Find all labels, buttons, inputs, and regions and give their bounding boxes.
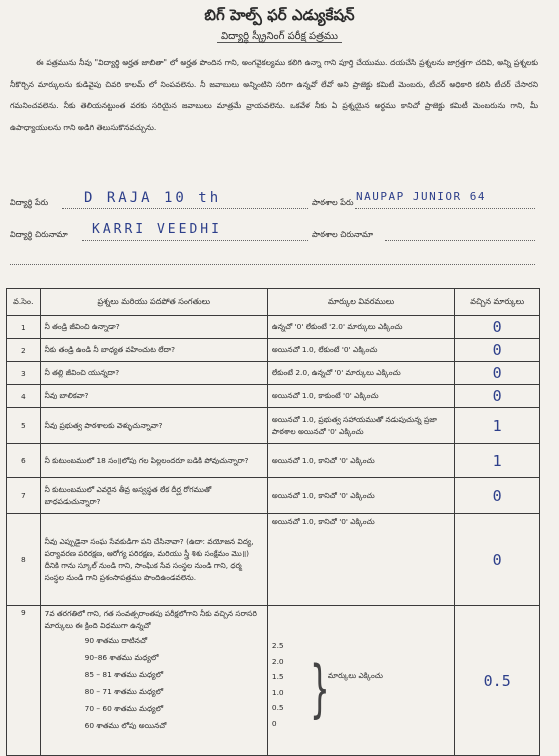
row-obtained-mark[interactable] (455, 385, 540, 408)
table-row (7, 385, 540, 408)
row-number: 5 (7, 408, 41, 444)
school-name-line (355, 208, 535, 209)
table-row (7, 362, 540, 385)
row-mark-detail: మార్కులు ఎక్కించు (327, 671, 383, 680)
row-question: నీ తల్లి జీవించి యున్నదా? (40, 362, 267, 385)
row-obtained-mark[interactable] (455, 362, 540, 385)
header-serial: వ.సెం. (7, 289, 41, 316)
student-name-label: విద్యార్థి పేరు (10, 198, 49, 207)
row-obtained-mark[interactable] (455, 478, 540, 514)
obtained-mark-value: 1 (492, 416, 502, 435)
table-row (7, 316, 540, 339)
obtained-mark-value: 0.5 (483, 671, 511, 690)
row-question: 7వ తరగతిలో గాని, గత సంవత్సరాంతపు పరీక్షలోగాని నీకు వచ్చిన సరాసరి మార్కులు ఈ క్రింది విధముగా ఉన్నచో (44, 609, 257, 630)
row-number: 1 (7, 316, 41, 339)
points-value: 1.0 (271, 687, 284, 697)
row-number: 9 (7, 606, 41, 756)
percentage-band: 90 శాతము దాటినచో (84, 636, 148, 645)
obtained-mark-value: 0 (492, 387, 502, 405)
row-mark-detail: అయినచో 1.0, కానిచో '0' ఎక్కించు (267, 478, 455, 514)
obtained-mark-value: 0 (492, 364, 502, 382)
school-address-label: పాఠశాల చిరునామా (312, 230, 373, 239)
row-mark-detail: అయినచో 1.0, కాకుంటే '0' ఎక్కించు (267, 385, 455, 408)
row-obtained-mark[interactable] (455, 514, 540, 606)
obtained-mark-value: 0 (492, 486, 502, 505)
points-value: 1.5 (271, 672, 284, 681)
row-mark-detail: అయినచో 1.0, లేకుంటే '0' ఎక్కించు (267, 339, 455, 362)
table-row (7, 444, 540, 478)
row-number: 7 (7, 478, 41, 514)
school-name-label: పాఠశాల పేరు (312, 198, 354, 207)
header-obtained-marks: వచ్చిన మార్కులు (455, 289, 540, 316)
points-value: 0.5 (271, 703, 284, 712)
instructions-paragraph (10, 52, 538, 138)
student-address-value[interactable]: KARRI VEEDHI (92, 222, 222, 237)
obtained-mark-value: 1 (492, 451, 502, 470)
school-address-line (385, 240, 535, 241)
points-value: 2.5 (271, 641, 284, 650)
row-question: నీవు ప్రభుత్వ పాఠశాలకు వెళ్ళుచున్నావా? (40, 408, 267, 444)
row-number: 3 (7, 362, 41, 385)
percentage-band: 70 – 60 శాతము మధ్యలో (84, 704, 164, 713)
table-row (7, 514, 540, 606)
row-obtained-mark[interactable] (455, 339, 540, 362)
row-mark-detail: అయినచో 1.0, కానిచో '0' ఎక్కించు (267, 514, 455, 606)
row-mark-detail: ఉన్నచో '0' లేకుంటే '2.0' మార్కులు ఎక్కించు (267, 316, 455, 339)
row-number: 2 (7, 339, 41, 362)
row-question: నీవు బాలికవా? (40, 385, 267, 408)
form-title: బిగ్ హెల్ప్ ఫర్ ఎడ్యుకేషన్ (204, 6, 355, 24)
points-value: 0 (271, 718, 277, 728)
row-mark-detail: లేకుంటే 2.0, ఉన్నచో '0' మార్కులు ఎక్కించు (267, 362, 455, 385)
row-obtained-mark[interactable] (455, 408, 540, 444)
screening-questions-table (6, 288, 540, 756)
extra-address-line (10, 264, 535, 265)
row-mark-detail: అయినచో 1.0, ప్రభుత్వ సహాయముతో నడుపుచున్న ప్రజా పాఠశాల అయినచో '0' ఎక్కించు (267, 408, 455, 444)
points-list (272, 608, 310, 731)
form-subtitle-text: విద్యార్థి స్క్రీనింగ్ పరీక్ష పత్రము (217, 31, 342, 43)
row-number: 8 (7, 514, 41, 606)
points-scale (272, 608, 451, 731)
percentage-band: 60 శాతము లోపు అయినచో (84, 721, 167, 730)
brace-icon: } (309, 652, 330, 725)
row-question: నీవు ఎప్పుడైనా సంఘ సేవకుడిగా పని చేసినావా? (ఉదా: వయోజన విద్య, పర్యావరణ పరిరక్షణ, ఆరోగ్య పరిరక్షణ, మరియు స్త్రీ శిశు సంక్షేమం మొ॥) దీనికి గాను స్కూల్ నుండి గాని, సాంఘిక సేవ సంస్థల నుండి గాని, ధర్మ సంస్థల నుండి గాని ప్రశంసాపత్రము పొందిఉండవలెను. (40, 514, 267, 606)
row-number: 4 (7, 385, 41, 408)
row-mark-detail: అయినచో 1.0, కానిచో '0' ఎక్కించు (267, 444, 455, 478)
row-question: నీ కుటుంబములో ఎవరైన తీవ్ర అస్వస్థత లేక దీర్ఘ రోగముతో బాధపడుచున్నారా? (40, 478, 267, 514)
student-address-label: విద్యార్థి చిరునామా (10, 230, 68, 239)
row-question: నీ తండ్రి జీవించి ఉన్నాడా? (40, 316, 267, 339)
row-question: నీకు తండ్రి ఉండి నీ బాధ్యత వహించుట లేదా? (40, 339, 267, 362)
instructions-text: ఈ పత్రమును నీవు "విద్యార్థి అర్హత జాబితా" లో అర్హత పొందిన గాని, అంగవైకల్యము కలిగి ఉన్నా గాని పూర్తి చేయుము. దయచేసి ప్రశ్నలను జాగ్రత్తగా చదివి, అన్ని ప్రశ్నలకు నీకొర్చిన మార్కులను కుడివైపు చివరి కాలమ్ లో నింపవలెను. నీ జవాబులు అన్నింటిని సరిగా ఉన్నవో లేవో అని ప్రాజెక్టు కమిటీ మెంబరు, టీచర్ అధికారి కలిసి టీచర్ చేసారని గమనించవలెను. నీకు తెలియనట్టుంత వరకు సరియైన జవాబులు మాత్రమే వ్రాయవలెను. ఒకవేళ నీకు ఏ ప్రశ్నయైన అర్థము కానిచో ప్రాజెక్టు కమిటీ మెంబరును గాని, మీ ఉపాధ్యాయులను గాని అడిగి తెలుసుకొనవచ్చును. (10, 58, 538, 132)
header-questions: ప్రశ్నలు మరియు పదపోత సంగతులు (40, 289, 267, 316)
points-value: 2.0 (271, 656, 284, 666)
row-mark-detail-cell (267, 606, 455, 756)
row-number: 6 (7, 444, 41, 478)
percentage-band: 85 – 81 శాతము మధ్యలో (84, 670, 164, 679)
table-row (7, 339, 540, 362)
school-name-value[interactable]: NAUPAP JUNIOR 64 (356, 190, 486, 203)
obtained-mark-value: 0 (492, 318, 502, 336)
percentage-band: 80 – 71 శాతము మధ్యలో (84, 687, 164, 696)
student-address-line (82, 240, 308, 241)
table-row (7, 606, 540, 756)
obtained-mark-value: 0 (492, 550, 502, 569)
form-subtitle (0, 30, 559, 44)
table-row (7, 408, 540, 444)
table-header-row (7, 289, 540, 316)
percentage-bands (45, 632, 263, 734)
student-name-line (62, 208, 308, 209)
header-mark-details: మార్కుల వివరములు (267, 289, 455, 316)
row-obtained-mark[interactable] (455, 444, 540, 478)
table-row (7, 478, 540, 514)
row-obtained-mark[interactable] (455, 316, 540, 339)
obtained-mark-value: 0 (492, 341, 502, 359)
row-question-cell (40, 606, 267, 756)
student-name-value[interactable]: D RAJA 10 th (84, 190, 222, 206)
percentage-band: 90–86 శాతము మధ్యలో (84, 653, 159, 662)
row-question: నీ కుటుంబములో 18 సం॥లోపు గల పిల్లలందరూ బడికి పోవుచున్నారా? (40, 444, 267, 478)
row-obtained-mark[interactable] (455, 606, 540, 756)
